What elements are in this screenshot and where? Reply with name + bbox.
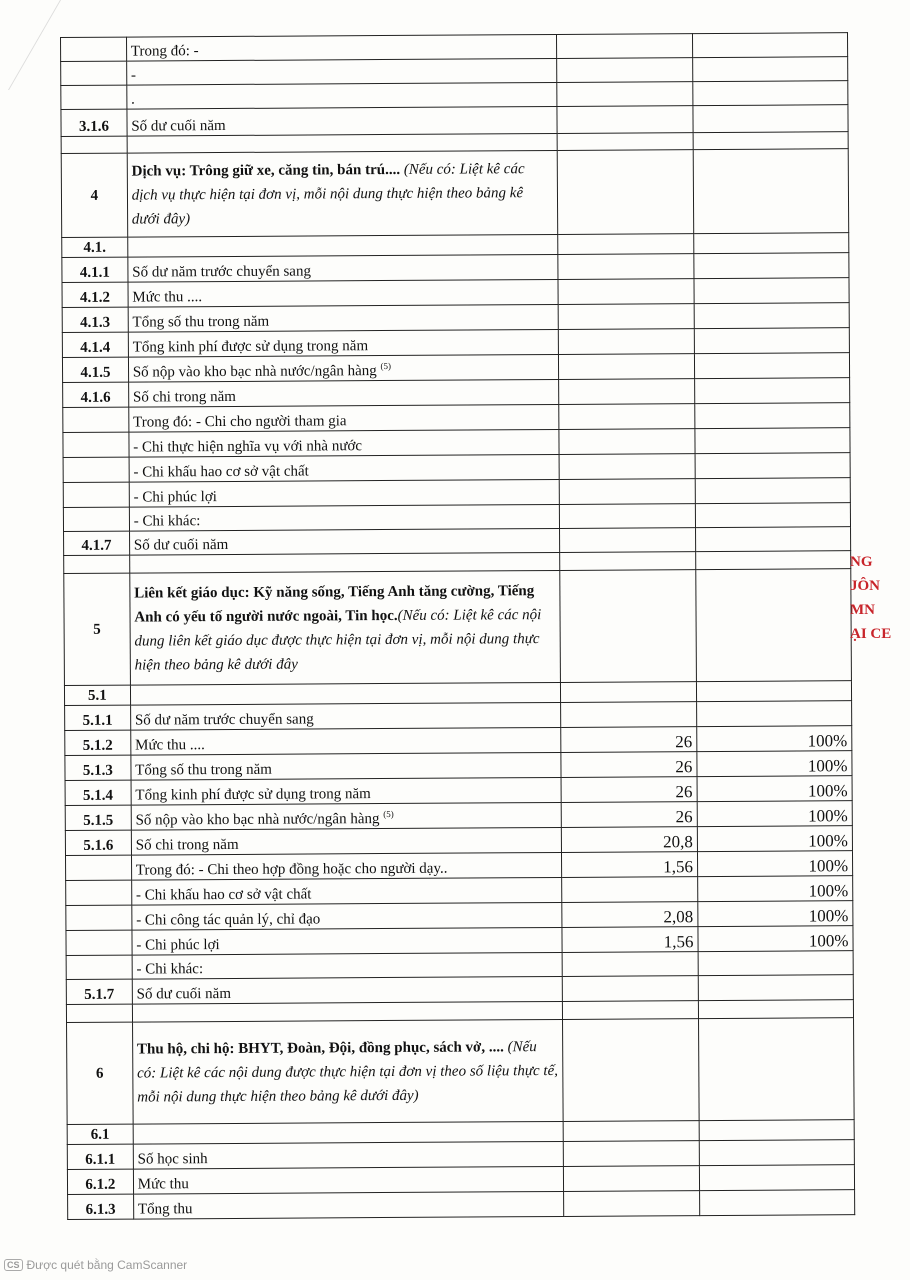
row-number: 5.1.5 [65, 805, 131, 830]
amount-cell [559, 528, 695, 553]
row-description [127, 106, 557, 136]
percent-cell [696, 551, 851, 570]
description-text: - Chi thực hiện nghĩa vụ với nhà nước [133, 438, 363, 456]
percent-cell [694, 303, 849, 329]
percent-cell [696, 569, 852, 682]
row-description [132, 1019, 563, 1124]
row-number [61, 136, 127, 153]
amount-cell [563, 1191, 699, 1217]
percent-cell [694, 378, 849, 404]
table-row [68, 1190, 855, 1220]
percent-cell [693, 57, 848, 82]
description-text: Số nộp vào kho bạc nhà nước/ngân hàng [132, 363, 377, 381]
amount-cell [557, 106, 693, 134]
row-number: 5.1 [64, 685, 130, 705]
amount-cell [558, 354, 694, 380]
percent-cell [694, 278, 849, 304]
description-text: - Chi khác: [136, 961, 204, 978]
row-description [131, 727, 561, 755]
row-description [131, 777, 561, 805]
row-description [133, 1166, 563, 1194]
amount-cell: 26 [561, 752, 697, 778]
section-note: (Nếu có: Liệt kê các nội dung được thực hiện tại đơn vị theo số liệu thực tế, mỗi nội dung thực hiện theo bảng kê dưới đây) [137, 1038, 559, 1106]
percent-cell [694, 253, 849, 279]
row-number [66, 880, 132, 905]
row-description [132, 902, 562, 930]
percent-cell: 100% [698, 876, 853, 902]
row-number: 5.1.1 [65, 705, 131, 730]
row-number [61, 85, 127, 109]
row-description [132, 927, 562, 955]
percent-cell [692, 33, 847, 58]
description-text: Mức thu .... [132, 289, 203, 306]
scanner-watermark [4, 1258, 187, 1272]
amount-cell [563, 1141, 699, 1167]
amount-cell [558, 254, 694, 280]
budget-report-table [60, 32, 855, 1220]
row-number: 4.1.7 [64, 531, 130, 555]
row-number: 5.1.6 [65, 830, 131, 855]
row-number [66, 955, 132, 979]
row-description [129, 454, 559, 482]
stamp-text: JÔN [850, 578, 880, 594]
description-text: - Chi khác: [133, 513, 201, 530]
description-text: Tổng số thu trong năm [132, 313, 270, 331]
row-number: 5.1.7 [66, 979, 132, 1004]
percent-cell [696, 701, 851, 727]
amount-cell [559, 454, 695, 480]
table-row [61, 149, 848, 238]
row-description [127, 82, 557, 109]
amount-cell [557, 150, 694, 235]
row-description [128, 279, 558, 307]
row-number: 5 [64, 573, 130, 685]
row-description [129, 479, 559, 507]
row-description [130, 702, 560, 730]
row-number: 6.1.2 [67, 1169, 133, 1194]
amount-cell [559, 552, 695, 571]
amount-cell [561, 877, 697, 903]
row-description [132, 976, 562, 1004]
row-description [132, 952, 562, 979]
description-text: - Chi khấu hao cơ sở vật chất [133, 463, 309, 481]
description-text: Mức thu .... [135, 737, 205, 754]
row-number: 6.1.1 [67, 1144, 133, 1169]
stamp-text: ẠI CE [850, 626, 892, 642]
description-text: Trong đó: - Chi cho người tham gia [133, 413, 347, 431]
row-number: 3.1.6 [61, 109, 127, 136]
description-text: Tổng thu [137, 1201, 193, 1218]
row-number [61, 37, 127, 61]
amount-cell [562, 976, 698, 1002]
row-number: 4.1. [62, 237, 128, 257]
percent-cell [694, 233, 849, 254]
row-description [133, 1141, 563, 1169]
description-text: Tổng kinh phí được sử dụng trong năm [132, 338, 369, 356]
row-description [128, 354, 558, 382]
row-number: 4.1.6 [63, 382, 129, 407]
amount-cell [558, 279, 694, 305]
row-number: 4.1.1 [62, 257, 128, 282]
amount-cell [556, 34, 692, 59]
row-description [131, 877, 561, 905]
percent-cell: 100% [697, 776, 852, 802]
description-text: Số chi trong năm [135, 836, 239, 854]
stamp-text: NG [850, 554, 873, 570]
amount-cell [563, 1121, 699, 1142]
row-number: 6.1 [67, 1124, 133, 1144]
row-description [128, 254, 558, 282]
percent-cell [695, 453, 850, 479]
percent-cell [699, 1120, 854, 1141]
description-text: Số học sinh [137, 1151, 208, 1168]
row-number: 5.1.4 [65, 780, 131, 805]
amount-cell: 26 [560, 727, 696, 753]
description-text: Mức thu [137, 1176, 189, 1193]
percent-cell [698, 975, 853, 1001]
row-description [129, 404, 559, 432]
footnote-ref: (5) [383, 808, 394, 820]
footnote-ref: (5) [380, 360, 391, 372]
row-description [131, 752, 561, 780]
row-number [66, 905, 132, 930]
watermark-text: Được quét bằng CamScanner [26, 1258, 188, 1272]
description-text: - Chi khấu hao cơ sở vật chất [135, 886, 312, 904]
row-description [128, 304, 558, 332]
amount-cell: 1,56 [562, 927, 698, 953]
description-text: Số dư năm trước chuyển sang [132, 263, 312, 281]
percent-cell: 100% [697, 801, 852, 827]
section-title: Liên kết giáo dục: Kỹ năng sống, Tiếng Anh tăng cường, Tiếng Anh có yếu tố người nước ngoài, Tin học. [134, 582, 535, 626]
row-number [63, 457, 129, 482]
row-description [131, 802, 561, 830]
percent-cell: 100% [697, 826, 852, 852]
row-number: 6.1.3 [68, 1194, 134, 1219]
row-number [66, 1004, 132, 1022]
row-number [63, 507, 129, 531]
red-seal-stamp-fragment [850, 550, 910, 690]
row-description [127, 234, 557, 257]
percent-cell: 100% [698, 926, 853, 952]
amount-cell [559, 479, 695, 505]
row-number: 6 [67, 1022, 133, 1124]
row-number [61, 61, 127, 85]
section-note: (Nếu có: Liệt kê các dịch vụ thực hiện tại đơn vị, mỗi nội dung thực hiện theo bảng kê dưới đây) [131, 160, 525, 228]
table-row [67, 1018, 855, 1125]
percent-cell: 100% [698, 901, 853, 927]
amount-cell: 1,56 [561, 852, 697, 878]
amount-cell [558, 379, 694, 405]
description-text: - Chi phúc lợi [136, 937, 220, 954]
description-text: - Chi phúc lợi [133, 489, 217, 506]
amount-cell [557, 234, 693, 255]
section-title: Thu hộ, chi hộ: BHYT, Đoàn, Đội, đồng phục, sách vở, .... [136, 1038, 504, 1058]
amount-cell [562, 1019, 699, 1122]
row-description [129, 528, 559, 555]
description-text: Tổng số thu trong năm [135, 761, 272, 779]
amount-cell [558, 304, 694, 330]
amount-cell: 26 [561, 777, 697, 803]
amount-cell [562, 1001, 698, 1020]
percent-cell [693, 81, 848, 106]
percent-cell [699, 1140, 854, 1166]
amount-cell [563, 1166, 699, 1192]
amount-cell [562, 952, 698, 977]
row-description [126, 34, 556, 61]
section-note: (Nếu có: Liệt kê các nội dung liên kết giáo dục được thực hiện tại đơn vị, mỗi nội dung thực hiện theo bảng kê dưới đây [134, 606, 542, 674]
percent-cell [695, 428, 850, 454]
amount-cell [558, 404, 694, 430]
row-number [63, 407, 129, 432]
amount-cell [559, 429, 695, 455]
camscanner-logo-icon: CS [4, 1259, 23, 1271]
percent-cell [693, 149, 849, 234]
description-text: Số dư năm trước chuyển sang [134, 711, 314, 729]
percent-cell [695, 527, 850, 552]
row-description [130, 682, 560, 705]
amount-cell [556, 58, 692, 83]
row-description [128, 329, 558, 357]
description-text: - Chi công tác quản lý, chỉ đạo [136, 911, 321, 929]
description-text: Trong đó: - Chi theo hợp đồng hoặc cho người dạy.. [135, 860, 448, 879]
stamp-text: MN [850, 602, 875, 618]
amount-cell [557, 133, 693, 151]
percent-cell [699, 1165, 854, 1191]
row-number [64, 555, 130, 573]
amount-cell: 2,08 [562, 902, 698, 928]
row-description [131, 827, 561, 855]
description-text: Tổng kinh phí được sử dụng trong năm [135, 786, 371, 804]
percent-cell [698, 1018, 854, 1121]
description-text: Số dư cuối năm [136, 985, 232, 1003]
percent-cell [695, 478, 850, 504]
percent-cell [695, 503, 850, 528]
percent-cell: 100% [697, 851, 852, 877]
description-text: Số nộp vào kho bạc nhà nước/ngân hàng [135, 811, 380, 829]
row-number: 5.1.3 [65, 755, 131, 780]
row-number: 4.1.5 [62, 357, 128, 382]
row-description [133, 1191, 563, 1219]
row-number: 4.1.2 [62, 282, 128, 307]
row-number [65, 855, 131, 880]
row-number: 4.1.4 [62, 332, 128, 357]
section-title: Dịch vụ: Trông giữ xe, căng tin, bán trú.... [131, 161, 401, 180]
amount-cell [559, 504, 695, 529]
row-number [63, 432, 129, 457]
description-text: Số chi trong năm [132, 388, 236, 406]
description-text: . [131, 91, 135, 108]
table-row [64, 569, 852, 686]
amount-cell [559, 570, 696, 683]
row-description [130, 570, 561, 685]
row-description [133, 1121, 563, 1144]
row-description [129, 429, 559, 457]
description-text: Trong đó: - [130, 43, 199, 60]
row-number: 4.1.3 [62, 307, 128, 332]
percent-cell [693, 132, 848, 150]
percent-cell [694, 353, 849, 379]
percent-cell: 100% [697, 726, 852, 752]
amount-cell [557, 82, 693, 107]
percent-cell: 100% [697, 751, 852, 777]
percent-cell [698, 1000, 853, 1019]
description-text: Số dư cuối năm [131, 117, 226, 135]
amount-cell: 26 [561, 802, 697, 828]
description-text: - [130, 67, 137, 84]
amount-cell: 20,8 [561, 827, 697, 853]
row-description [128, 379, 558, 407]
row-number [66, 930, 132, 955]
description-text: Số dư cuối năm [133, 536, 229, 554]
row-number [63, 482, 129, 507]
amount-cell [558, 329, 694, 355]
row-number: 5.1.2 [65, 730, 131, 755]
amount-cell [560, 702, 696, 728]
percent-cell [693, 105, 848, 133]
percent-cell [696, 681, 851, 702]
amount-cell [560, 682, 696, 703]
page-fold-edge [0, 0, 61, 90]
row-description [126, 58, 556, 85]
percent-cell [698, 951, 853, 976]
percent-cell [699, 1190, 854, 1216]
row-description [129, 504, 559, 531]
row-description [127, 150, 557, 237]
row-number: 4 [61, 153, 127, 237]
row-description [131, 852, 561, 880]
percent-cell [694, 328, 849, 354]
percent-cell [695, 403, 850, 429]
